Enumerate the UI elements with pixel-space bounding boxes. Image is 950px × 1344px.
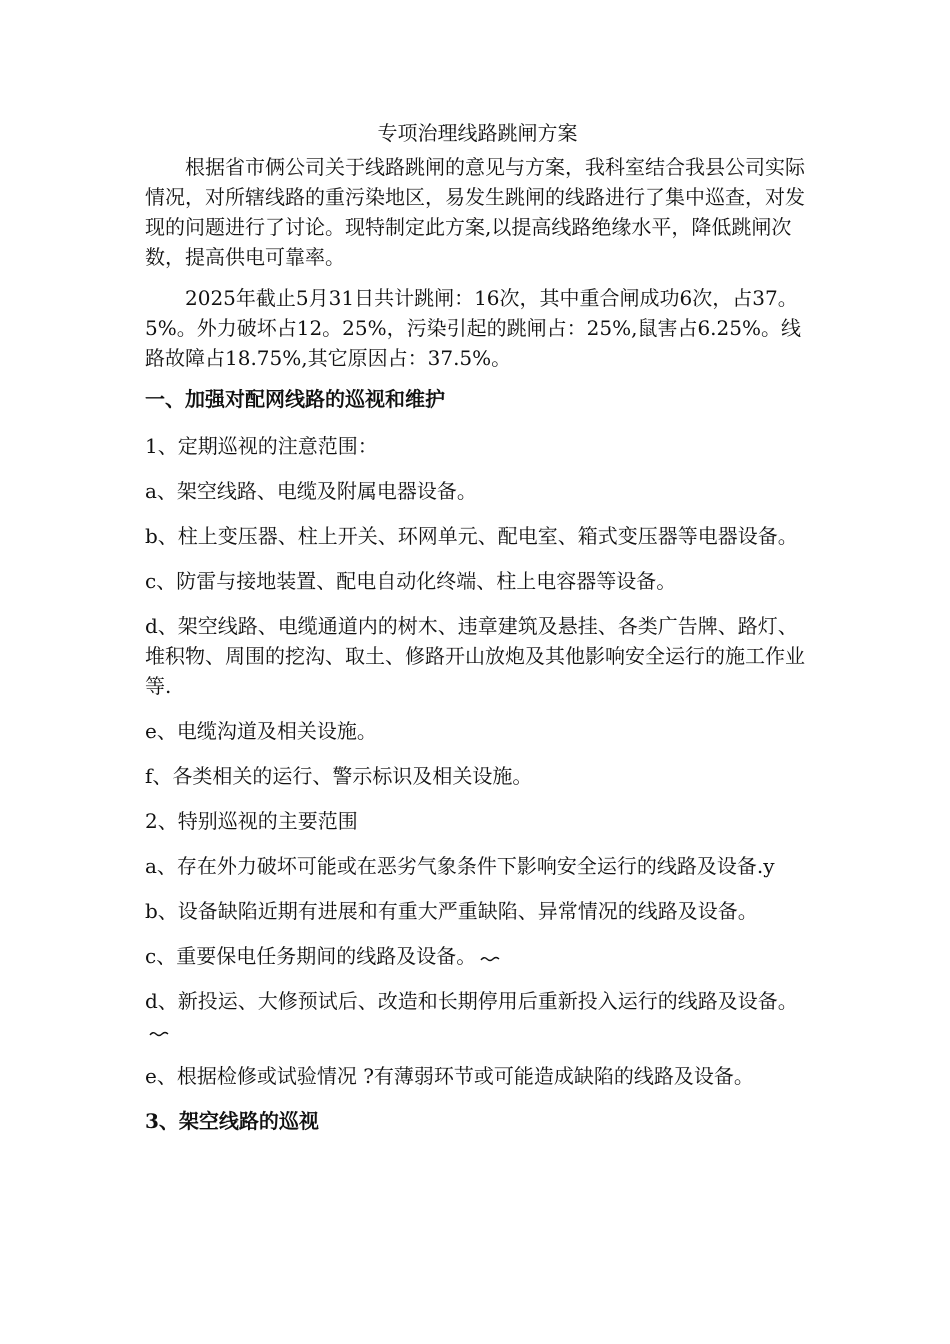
list-item: e、电缆沟道及相关设施。 [145, 719, 377, 743]
list-item: f、各类相关的运行、警示标识及相关设施。 [145, 764, 533, 788]
section-heading-1: 一、加强对配网线路的巡视和维护 [145, 387, 445, 411]
list-item-with-mark [145, 986, 810, 1046]
list-item: e、根据检修或试验情况 ?有薄弱环节或可能造成缺陷的线路及设备。 [145, 1064, 754, 1088]
document-page [145, 118, 810, 1153]
squiggle-mark-icon [149, 1028, 169, 1038]
list-item: d、架空线路、电缆通道内的树木、违章建筑及悬挂、各类广告牌、路灯、堆积物、周围的挖沟、取土、修路开山放炮及其他影响安全运行的施工作业等. [145, 614, 805, 698]
intro-paragraph-2: 2025年截止5月31日共计跳闸：16次，其中重合闸成功6次，占37。5%。外力破坏占12。25%，污染引起的跳闸占：25%,鼠害占6.25%。线路故障占18.75%,其它原因占：37.5%。 [145, 286, 801, 370]
list-item: a、存在外力破坏可能或在恶劣气象条件下影响安全运行的线路及设备.y [145, 854, 775, 878]
list-item: b、设备缺陷近期有进展和有重大严重缺陷、异常情况的线路及设备。 [145, 899, 758, 923]
subsection-title-1: 1、定期巡视的注意范围： [145, 434, 378, 458]
list-item-text: c、重要保电任务期间的线路及设备。 [145, 944, 477, 968]
intro-paragraph-1: 根据省市俩公司关于线路跳闸的意见与方案，我科室结合我县公司实际情况，对所辖线路的重污染地区，易发生跳闸的线路进行了集中巡查，对发现的问题进行了讨论。现特制定此方案,以提高线路绝缘水平，降低跳闸次数，提高供电可靠率。 [145, 155, 805, 269]
squiggle-mark-icon [480, 953, 500, 963]
list-item-with-mark [145, 941, 810, 971]
subsection-title-2: 2、特别巡视的主要范围 [145, 809, 358, 833]
list-item: a、架空线路、电缆及附属电器设备。 [145, 479, 477, 503]
list-item-text: d、新投运、大修预试后、改造和长期停用后重新投入运行的线路及设备。 [145, 989, 798, 1013]
subsection-title-3: 3、架空线路的巡视 [145, 1109, 319, 1133]
list-item: c、防雷与接地装置、配电自动化终端、柱上电容器等设备。 [145, 569, 677, 593]
list-item: b、柱上变压器、柱上开关、环网单元、配电室、箱式变压器等电器设备。 [145, 524, 798, 548]
document-title: 专项治理线路跳闸方案 [377, 121, 578, 145]
